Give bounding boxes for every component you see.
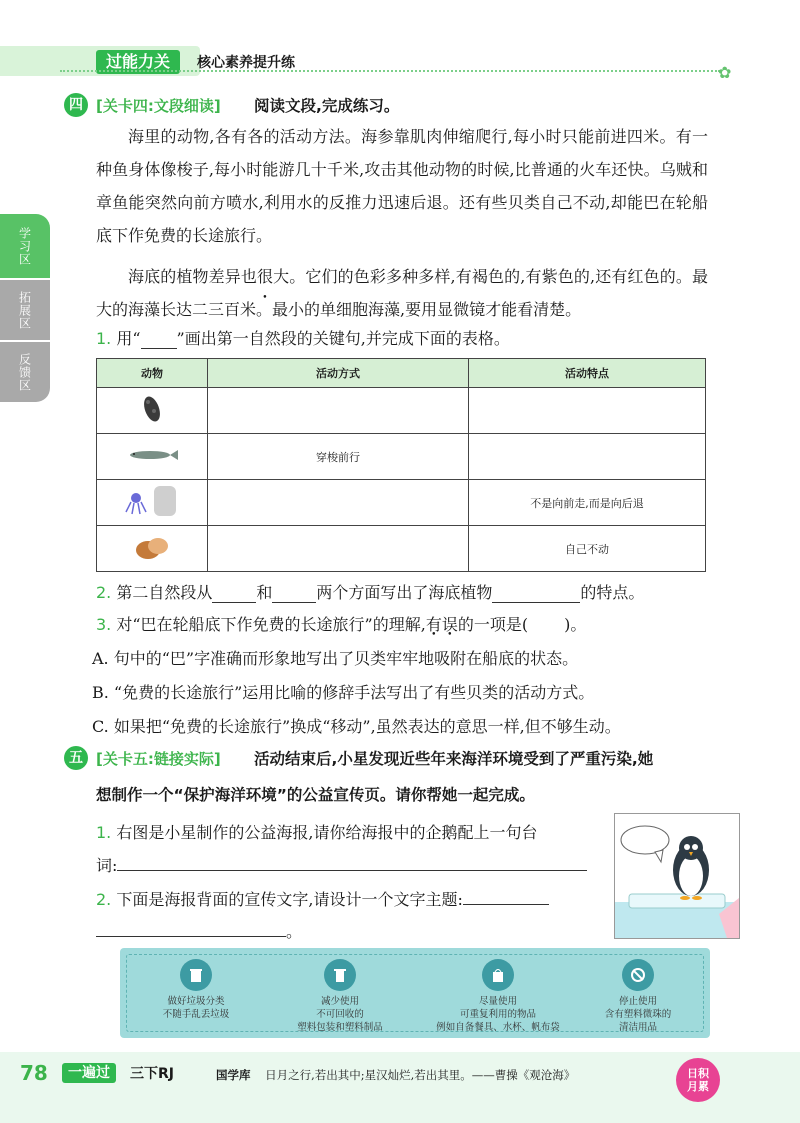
side-tab-label: 反馈区 xyxy=(17,352,32,392)
banner-text: 尽量使用 xyxy=(478,996,517,1007)
banner-text: 不随手乱丢垃圾 xyxy=(162,1009,230,1020)
emphasis-char: 也 xyxy=(240,267,258,286)
banner-item xyxy=(131,957,261,1021)
question-text: 。 xyxy=(286,922,303,941)
side-tab-extend[interactable] xyxy=(0,280,50,340)
banner-item xyxy=(275,957,405,1034)
question-3 xyxy=(96,612,586,635)
side-tab-study[interactable] xyxy=(0,214,50,278)
question-text: 两个方面写出了海底植物 xyxy=(316,583,493,602)
question-text: )。 xyxy=(564,615,587,634)
question-number: 1. xyxy=(96,329,112,348)
question-number: 1. xyxy=(96,823,112,842)
answer-line[interactable] xyxy=(463,886,549,905)
paragraph-2-text: 很大。它们的色彩多种多样,有褐色的,有紫色的,还有红色的。最大的海藻长达二三百米。最小的单细胞海藻,要用显微镜才能看清楚。 xyxy=(96,267,708,319)
question-text: 对“巴在轮船底下作免费的长途旅行”的理解, xyxy=(116,615,426,634)
recycle-bag-icon xyxy=(482,959,514,991)
question-text: 下面是海报背面的宣传文字,请设计一个文字主题: xyxy=(116,890,463,909)
question-text: 右图是小星制作的公益海报,请你给海报中的企鹅配上一句台 xyxy=(116,823,538,842)
table-cell[interactable]: 自己不动 xyxy=(469,526,706,572)
side-tab-feedback[interactable] xyxy=(0,342,50,402)
table-row xyxy=(97,526,706,572)
section4-instruction: 阅读文段,完成练习。 xyxy=(254,97,400,115)
emphasis-char: 误 xyxy=(441,615,458,634)
paragraph-2 xyxy=(96,260,708,326)
question-text: 的特点。 xyxy=(580,583,645,602)
s5-question-1-line2 xyxy=(96,852,587,876)
table-cell[interactable] xyxy=(469,388,706,434)
table-cell[interactable] xyxy=(208,480,469,526)
side-tab-label: 学习区 xyxy=(17,226,32,266)
question-text: 词: xyxy=(96,856,118,875)
col-method: 活动方式 xyxy=(208,359,469,388)
table-row xyxy=(97,480,706,526)
question-text: 的一项是( xyxy=(457,615,529,634)
banner-text: 停止使用 xyxy=(618,996,657,1007)
squid-octopus-image xyxy=(97,480,208,526)
section5-number: 五 xyxy=(64,746,88,770)
table-row xyxy=(97,434,706,480)
banner-text: 清洁用品 xyxy=(618,1022,657,1033)
page-number: 78 xyxy=(20,1061,48,1085)
emphasis-char: 有 xyxy=(425,615,442,634)
quote-label: 国学库 xyxy=(216,1068,251,1082)
question-2 xyxy=(96,580,644,603)
section5-instruction-1: 活动结束后,小星发现近些年来海洋环境受到了严重污染,她 xyxy=(254,750,654,768)
col-animal: 动物 xyxy=(97,359,208,388)
banner-text: 可重复利用的物品 xyxy=(459,1009,536,1020)
daily-badge xyxy=(676,1058,720,1102)
banner-text: 例如自备餐具、水杯、帆布袋 xyxy=(436,1022,560,1033)
shellfish-image xyxy=(97,526,208,572)
question-text: ”画出第一自然段的关键句,并完成下面的表格。 xyxy=(176,329,510,348)
quote-text: 日月之行,若出其中;星汉灿烂,若出其里。——曹操《观沧海》 xyxy=(265,1068,576,1082)
eco-banner xyxy=(120,948,710,1038)
paragraph-1: 海里的动物,各有各的活动方法。海参靠肌肉伸缩爬行,每小时只能前进四米。有一种鱼身体像梭子,每小时能游几十千米,攻击其他动物的时候,比普通的火车还快。乌贼和章鱼能突然向前方喷水,利用水的反推力迅速后退。还有些贝类自己不动,却能巴在轮船底下作免费的长途旅行。 xyxy=(96,127,708,245)
question-1 xyxy=(96,326,510,349)
side-tab-label: 拓展区 xyxy=(17,290,32,330)
sea-cucumber-image xyxy=(97,388,208,434)
question-number: 3. xyxy=(96,615,112,634)
fish-image xyxy=(97,434,208,480)
badge-text: 日积 xyxy=(687,1067,709,1080)
answer-line[interactable] xyxy=(117,852,587,871)
banner-item xyxy=(433,957,563,1034)
header-tag: 过能力关 xyxy=(96,50,180,74)
col-feature: 活动特点 xyxy=(469,359,706,388)
table-cell[interactable]: 穿梭前行 xyxy=(208,434,469,480)
s5-question-1 xyxy=(96,820,537,843)
question-number: 2. xyxy=(96,583,112,602)
trash-can-icon xyxy=(324,959,356,991)
reading-passage xyxy=(96,120,708,326)
section5-instruction-2: 想制作一个“保护海洋环境”的公益宣传页。请你帮她一起完成。 xyxy=(96,786,535,804)
brand-label: 一遍过 xyxy=(62,1063,116,1083)
banner-item xyxy=(573,957,703,1034)
question-number: 2. xyxy=(96,890,112,909)
section5-card: [关卡五:链接实际] xyxy=(96,750,221,768)
answer-blank[interactable] xyxy=(272,584,316,603)
banner-text: 塑料包装和塑料制品 xyxy=(297,1022,383,1033)
paragraph-2-text: 海底的植物差异 xyxy=(128,267,241,286)
answer-line[interactable] xyxy=(96,918,286,937)
table-row xyxy=(97,388,706,434)
option-a[interactable]: A. 句中的“巴”字准确而形象地写出了贝类牢牢地吸附在船底的状态。 xyxy=(92,649,579,668)
table-header-row xyxy=(97,359,706,388)
section4-number: 四 xyxy=(64,93,88,117)
question-text: 和 xyxy=(256,583,273,602)
header-subtitle: 核心素养提升练 xyxy=(197,55,295,71)
table-cell[interactable] xyxy=(208,388,469,434)
badge-text: 月累 xyxy=(687,1080,709,1093)
trash-sort-icon xyxy=(180,959,212,991)
banner-frame xyxy=(126,954,704,1032)
question-text: 第二自然段从 xyxy=(116,583,213,602)
option-b[interactable]: B. “免费的长途旅行”运用比喻的修辞手法写出了有些贝类的活动方式。 xyxy=(92,683,595,702)
table-cell[interactable]: 不是向前走,而是向后退 xyxy=(469,480,706,526)
answer-blank[interactable] xyxy=(141,330,177,349)
header-divider xyxy=(60,70,720,72)
answer-blank[interactable] xyxy=(212,584,256,603)
banner-text: 减少使用 xyxy=(320,996,359,1007)
s5-question-2 xyxy=(96,886,549,910)
s5-question-2-line2 xyxy=(96,918,302,942)
animal-table xyxy=(96,358,706,572)
table-cell[interactable] xyxy=(208,526,469,572)
banner-text: 做好垃圾分类 xyxy=(167,996,225,1007)
question-text: 用“ xyxy=(116,329,141,348)
no-microbead-icon xyxy=(622,959,654,991)
section4-card: [关卡四:文段细读] xyxy=(96,97,221,115)
footer-quote xyxy=(216,1067,575,1083)
flower-icon: ✿ xyxy=(718,63,732,82)
penguin-poster xyxy=(614,813,740,939)
table-cell[interactable] xyxy=(469,434,706,480)
answer-blank[interactable] xyxy=(492,584,580,603)
grade-label: 三下RJ xyxy=(130,1066,174,1082)
banner-text: 含有塑料微珠的 xyxy=(604,1009,672,1020)
banner-text: 不可回收的 xyxy=(316,1009,364,1020)
option-c[interactable]: C. 如果把“免费的长途旅行”换成“移动”,虽然表达的意思一样,但不够生动。 xyxy=(92,717,621,736)
